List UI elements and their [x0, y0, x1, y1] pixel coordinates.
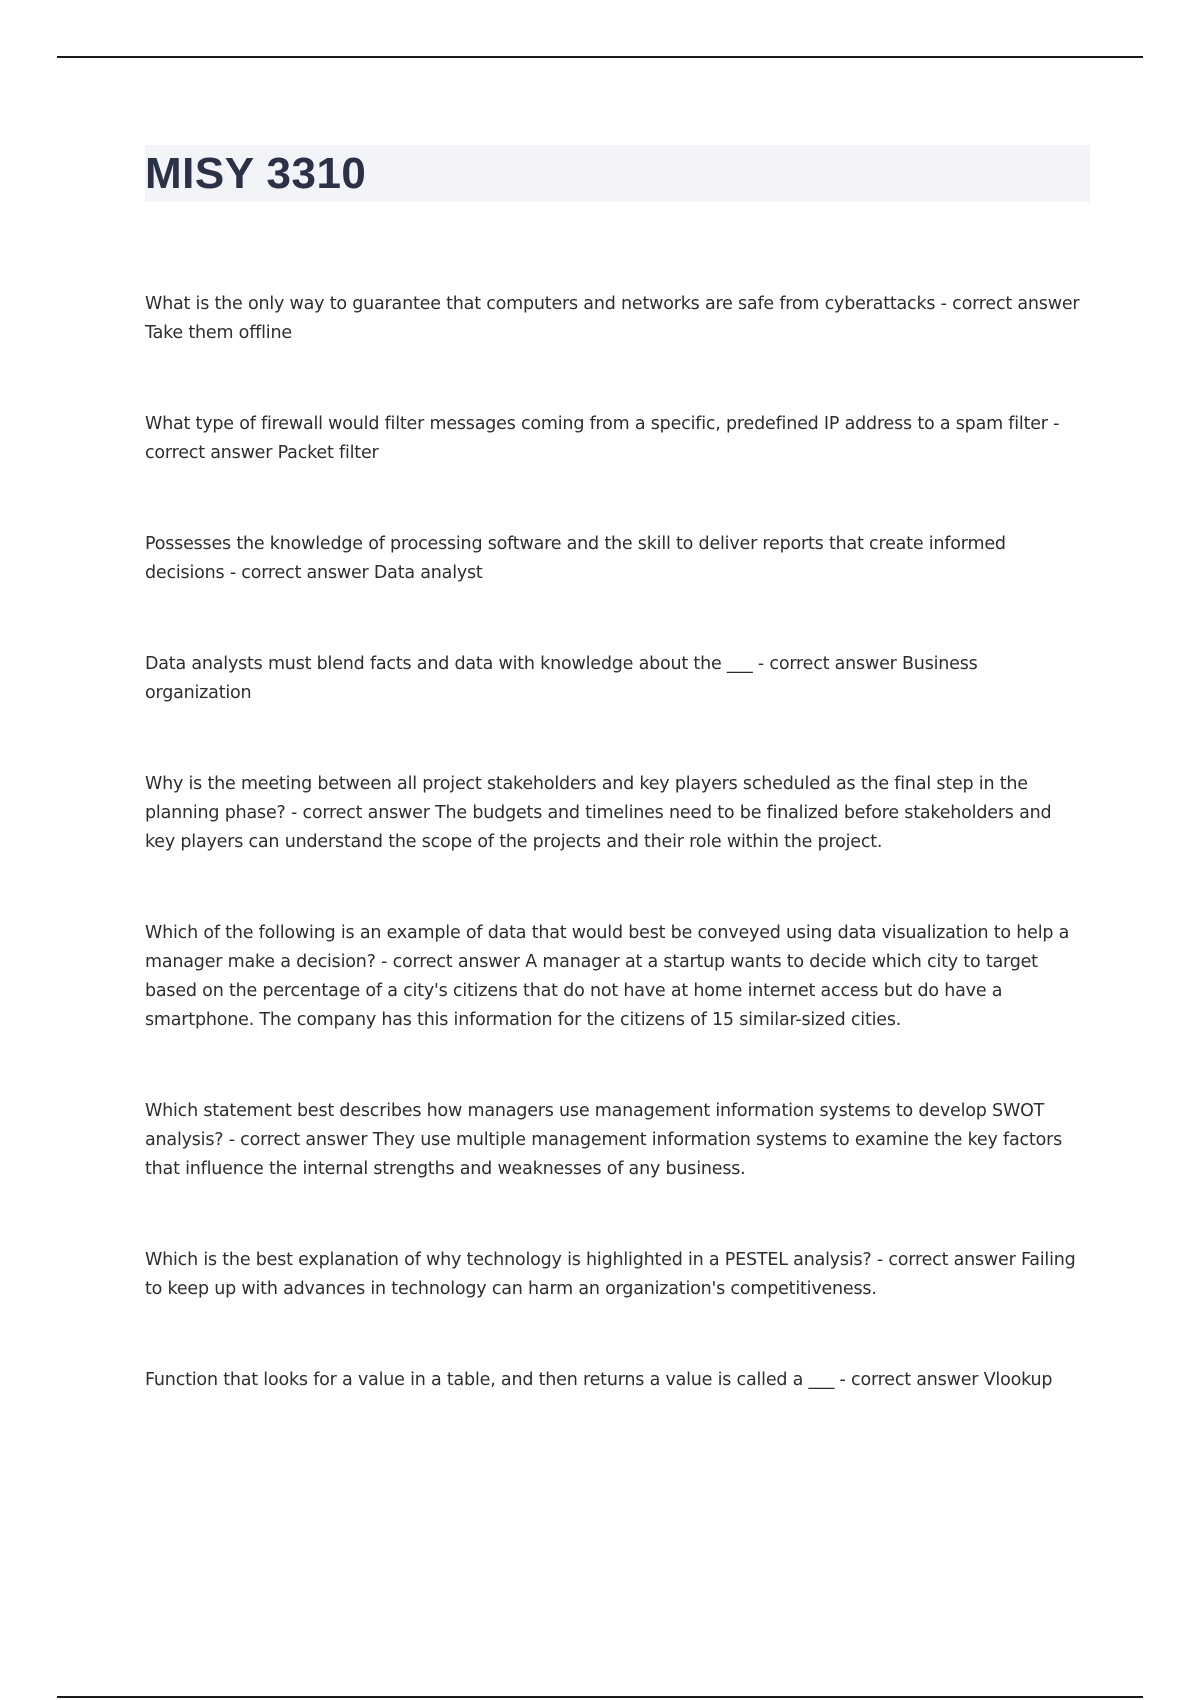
qa-entry: Function that looks for a value in a table, and then returns a value is called a ___ - correct answer Vlookup: [145, 1370, 1053, 1390]
title-banner: [145, 145, 1090, 202]
page-title: MISY 3310: [145, 149, 367, 198]
qa-entry: Why is the meeting between all project stakeholders and key players scheduled as the final step in the planning phase? - correct answer The budgets and timelines need to be finalized before stakeholders and key players can understand the scope of the projects and their role within the project.: [145, 774, 1052, 852]
qa-entry: What type of firewall would filter messages coming from a specific, predefined IP address to a spam filter - correct answer Packet filter: [145, 414, 1060, 463]
qa-entry: Data analysts must blend facts and data with knowledge about the ___ - correct answer Business organization: [145, 654, 978, 703]
qa-entry: Which is the best explanation of why technology is highlighted in a PESTEL analysis? - correct answer Failing to keep up with advances in technology can harm an organization's competitiveness.: [145, 1250, 1076, 1299]
bottom-divider: [57, 1696, 1143, 1698]
qa-entry: Which statement best describes how managers use management information systems to develop SWOT analysis? - correct answer They use multiple management information systems to examine the key factors that influence the internal strengths and weaknesses of any business.: [145, 1101, 1062, 1179]
qa-entry: What is the only way to guarantee that computers and networks are safe from cyberattacks - correct answer Take them offline: [145, 294, 1080, 343]
qa-list: [145, 290, 1085, 1457]
qa-entry: Which of the following is an example of data that would best be conveyed using data visualization to help a manager make a decision? - correct answer A manager at a startup wants to decide which city to target based on the percentage of a city's citizens that do not have at home internet access but do have a smartphone. The company has this information for the citizens of 15 similar-sized cities.: [145, 923, 1070, 1030]
top-divider: [57, 56, 1143, 58]
qa-entry: Possesses the knowledge of processing software and the skill to deliver reports that create informed decisions - correct answer Data analyst: [145, 534, 1006, 583]
